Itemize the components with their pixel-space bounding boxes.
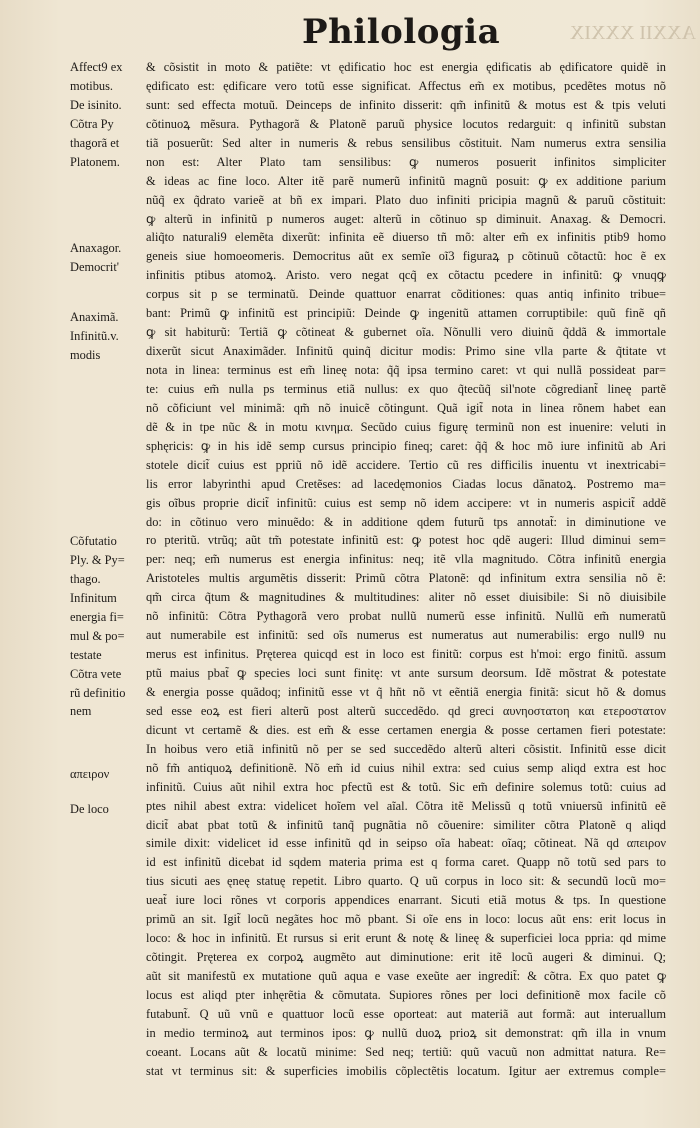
- text-line: simile dixit: videlicet id esse infinitũ qd in seipso oĩa habeat: oĩaq; cõtineat. Nã qd απειρον: [146, 836, 666, 851]
- margin-note: [70, 58, 144, 172]
- text-line: te: cuius em̃ nulla ps terminus etiã nullus: ex quo q̃tecũq̃ sil'note cõgrediant̃ lineę partẽ: [146, 381, 666, 396]
- margin-note-line: thagorã et: [70, 135, 120, 150]
- margin-note-line: motibus.: [70, 78, 114, 93]
- text-line: primũ an sit. Igit̃ locũ negãtes hoc mõ pbant. Si oĩe ens in loco: locus aũt ens: erit locus in: [146, 912, 666, 927]
- margin-note-line: Democrit': [70, 259, 120, 274]
- text-line: ꝙ sit habiturũ: Tertiã ꝙ cõtineat & gubernet oĩa. Nõnulli vero diuinũ q̃ddã & immortale: [146, 325, 666, 340]
- text-line: cõtinuoꝝ mẽsura. Pythagorã & Platonẽ paruũ physice locutos redarguit: q infinitũ substan: [146, 116, 666, 131]
- text-line: aliq̃to naturali9 elemẽta dixerũt: infinita eẽ diuerso tñ mõ: alter em̃ ex infinitis ptib9 homo: [146, 230, 666, 245]
- margin-note-line: απειρον: [70, 767, 110, 781]
- text-line: nota in linea: terminus est em̃ lineę nota: q̃q̃ ipsa termino caret: vt qui nullã possideat par=: [146, 363, 666, 377]
- text-line: loco: & hoc in infinitũ. Et rursus si erit erunt & notę & lineę & superficiei loca ppria: qd mime: [146, 931, 666, 946]
- margin-note-line: modis: [70, 347, 101, 362]
- page-title: Philologia: [302, 12, 501, 52]
- text-line: do: in cõtinuo vero minuẽdo: & in additione qdem futurũ tps annotat̃: in diminutione ve: [146, 514, 666, 529]
- margin-note: [70, 800, 144, 819]
- margin-note-line: De isinito.: [70, 97, 122, 112]
- margin-note-line: rũ definitio: [70, 685, 126, 700]
- text-line: ptes nihil abest extra: videlicet hoĩem vel aĩal. Cõtra itẽ Melissũ q totũ vniuersũ infinitũ eẽ: [146, 798, 666, 813]
- margin-note: [70, 532, 144, 721]
- text-line: ptũ maius pbat̃ ꝙ species loci sunt finitę: vt ante sursum deorsum. Idẽ mõstrat & potestate: [146, 666, 666, 680]
- text-line: & ideas ac fine loco. Alter itẽ parẽ numerũ infinitũ magnũ posuit: ꝙ ex additione parium: [146, 173, 666, 188]
- margin-note-line: energia fi=: [70, 609, 124, 624]
- margin-note-line: Cõtra Py: [70, 116, 114, 131]
- text-line: ędificato est: ędificare vero totũ esse significat. Affectus em̃ ex motibus, pcedẽtes motus nõ: [146, 78, 666, 93]
- text-line: sunt: sed effecta motuũ. Deinceps de infinito disserit: qm̃ infinitũ & motus est & tpis veluti: [146, 97, 666, 112]
- text-line: corpus sit p se terminatũ. Deinde quattuor enarrat cõditiones: quas antiq infinito tribue=: [146, 287, 666, 302]
- margin-note: [70, 765, 144, 784]
- margin-note-line: mul & po=: [70, 628, 125, 643]
- text-line: ꝙ alterũ in infinitũ p numeros auget: alterũ in cõtinuo sp diminuit. Anaxag. & Democri.: [146, 211, 666, 226]
- margin-note-line: thago.: [70, 571, 101, 586]
- text-line: Aristoteles multis argumẽtis disserit: Primũ cõtra Platonẽ: qd infinitum extra sensilia nõ ẽ:: [146, 571, 666, 586]
- margin-note-line: Ply. & Py=: [70, 552, 125, 567]
- text-line: qm̃ circa q̃tum & magnitudines & multitudines: aliter nõ esset diuisibile: Si nõ diuisibile: [146, 590, 666, 605]
- text-line: ueat̃ iure loci rõnes vt corporis appendices enarrant. Sicuti etiã motus & tps. In questione: [146, 893, 666, 908]
- text-line: In hoibus vero etiã infinitũ nõ per se sed succedẽdo alterũ alteri cõsistit. Infinitũ esse dicit: [146, 741, 666, 756]
- margin-note: [70, 239, 144, 277]
- text-line: aut numerabile est infinitũ: sed oĩs numerus est numeratus aut numerabilis: ergo null9 nu: [146, 628, 666, 643]
- text-line: sed esse eoꝝ est fieri alterũ post alterũ succedẽdo. qd greci αυνηοστατοη και ετεροστατον: [146, 703, 666, 718]
- text-line: stat vt terminus sit: & superficies imobilis cõplectẽtis locatum. Igitur aer extremus comple=: [146, 1063, 666, 1078]
- text-line: ro pteritũ. vtrũq; aũt tm̃ potestate infinitũ est: ꝙ potest hoc qdẽ augeri: Illud diminui sem=: [146, 533, 666, 548]
- text-line: in medio terminoꝝ aut terminos ipos: ꝙ nullũ duoꝝ prioꝝ sit demonstrat: qm̃ illa in vnum: [146, 1025, 666, 1040]
- text-line: geneis siue homoeomeris. Democritus aũt ex semĩe oĩ3 figuraꝝ p cõtinuũ cõtactũ: hoc ẽ ex: [146, 249, 666, 264]
- text-line: & energia posse quãdoq; infinitũ esse vt q̃ hñt nõ vt eẽntiã energia finitã: sicut hõ & domus: [146, 684, 666, 699]
- text-line: bant: Primũ ꝙ infinitũ est principiũ: Deinde ꝙ ingenitũ attamen corruptibile: quũ finẽ qñ: [146, 306, 666, 321]
- text-line: sphęricis: ꝙ in his idẽ semp cursus principio fineq; caret: q̃q̃ & hoc mõ iure infinitũ ab Ari: [146, 438, 666, 453]
- text-line: lis error labyrinthi apud Cretẽses: ad lacedęmonios Ciadas locus dãnatoꝝ. Postremo ma=: [146, 476, 666, 491]
- text-line: infinitũ. Cuius aũt nihil extra hoc pfectũ est & totũ. Sic em̃ definire solemus totũ: cuius ad: [146, 779, 666, 794]
- margin-note-line: Infinitũ.v.: [70, 328, 119, 343]
- show-through-header: AXXII XXXIX: [569, 22, 696, 44]
- text-line: per: neq; em̃ numerus est energia infinitus: neq; itẽ vlla magnitudo. Cõtra infinitũ energia: [146, 552, 666, 567]
- text-line: dicunt vt certamẽ & dies. est em̃ & esse certamen energia & posse certamen fieri potestate:: [146, 722, 666, 737]
- margin-note-line: Affect9 ex: [70, 60, 123, 74]
- margin-note-line: testate: [70, 647, 102, 662]
- text-line: aũt sit manifestũ ex mutatione quũ aqua e vase exeũte aer ingredit̃: & cõtra. Ex quo patet ꝙ: [146, 969, 666, 983]
- text-line: nõ infinitũ: Cõtra Pythagorã vero probat nullũ numerũ esse infinitũ. Nullũ em̃ numeratũ: [146, 609, 666, 624]
- text-line: gis oĩbus proprie dicit̃ infinitũ: cuius est semp nõ idem accipere: vt in numeris aspicit̃ addẽ: [146, 495, 666, 510]
- main-text-column: [146, 58, 666, 1081]
- text-line: tius sicuti aes ęneę statuę repetit. Libro quarto. Q uũ corpus in loco sit: & secundũ locũ mo=: [146, 874, 666, 889]
- margin-note-line: De loco: [70, 802, 109, 816]
- text-line: cõtingit. Pręterea ex corpoꝝ augmẽto aut diminutione: erit itẽ locũ augeri & diminui. Q;: [146, 950, 666, 965]
- text-line: stotele dicit̃ cuius est ppriũ nõ idẽ accidere. Tertio cũ res difficilis inuentu vt inextricabi=: [146, 457, 666, 472]
- text-line: & cõsistit in moto & patiẽte: vt ędificatio hoc est energia ędificatis ab ędificatore quidẽ in: [146, 60, 666, 74]
- text-line: nũq̃ ex q̃drato varieẽ at bñ ex impari. Plato duo infiniti pricipia magnũ & paruũ cõstituit:: [146, 192, 666, 207]
- margin-note-line: Infinitum: [70, 590, 117, 605]
- margin-note-line: Cõtra vete: [70, 666, 122, 681]
- text-line: nõ fm̃ antiquoꝝ definitionẽ. Nõ em̃ id cuius nihil extra: sed cuius semp aliqd extra est hoc: [146, 760, 666, 775]
- text-line: dẽ & in tpe nũc & in motu κινημα. Secũdo cuius figurę terminũ non est inuenire: veluti in: [146, 419, 666, 434]
- text-line: dixerũt sicut Anaximãder. Infinitũ quinq̃ dicitur modis: Primo sine vlla parte & q̃titate vt: [146, 344, 666, 359]
- text-line: id est infinitũ dicebat id sqdem materia prima est q forma caret. Quapp nõ totũ sed pars to: [146, 855, 666, 870]
- margin-note-line: nem: [70, 704, 92, 719]
- text-line: infinitis ptibus atomoꝝ. Aristo. vero negat qcq̃ ex cõtactu pcedere in infinitũ: ꝙ vnuqꝙ: [146, 268, 666, 283]
- margin-note-line: Anaximã.: [70, 310, 119, 324]
- margin-note-line: Platonem.: [70, 154, 120, 169]
- text-line: coeant. Locans aũt & locatũ minime: Sed neq; tertiũ: quũ vacuũ non admittat natura. Re=: [146, 1044, 666, 1059]
- text-line: futabunt̃. Q uũ vnũ e quattuor locũ esse oporteat: aut materiã aut formã: aut interuallum: [146, 1006, 666, 1021]
- text-line: locus est aliqd pter inhęrẽtia & cõmutata. Supiores rõnes per loci definitionẽ mox facile cõ: [146, 987, 666, 1002]
- text-line: tiã posuerũt: Sed alter in numeris & rebus sensilibus cõstituit. Nam numerus extra sensilia: [146, 135, 666, 150]
- margin-note: [70, 308, 144, 365]
- margin-note-line: Cõfutatio: [70, 534, 117, 548]
- text-line: merus est infinitus. Pręterea quicqd est in loco est finitũ: corpus est h'moi: ergo finitũ. assum: [146, 647, 666, 662]
- text-line: nõ cõficiunt vel minimã: qm̃ nõ inuicẽ cõtingunt. Quã igit̃ nota in linea rõnem habet ean: [146, 400, 666, 415]
- margin-note-line: Anaxagor.: [70, 241, 122, 255]
- text-line: dicit̃ abat pbat totũ & infinitũ tanq̃ pugnãtia nõ cõuenire: similiter cõtra Platonẽ q aliqd: [146, 817, 666, 832]
- text-line: non est: Alter Plato tam sensilibus: ꝙ numeros posuerit infinitos simpliciter: [146, 154, 666, 169]
